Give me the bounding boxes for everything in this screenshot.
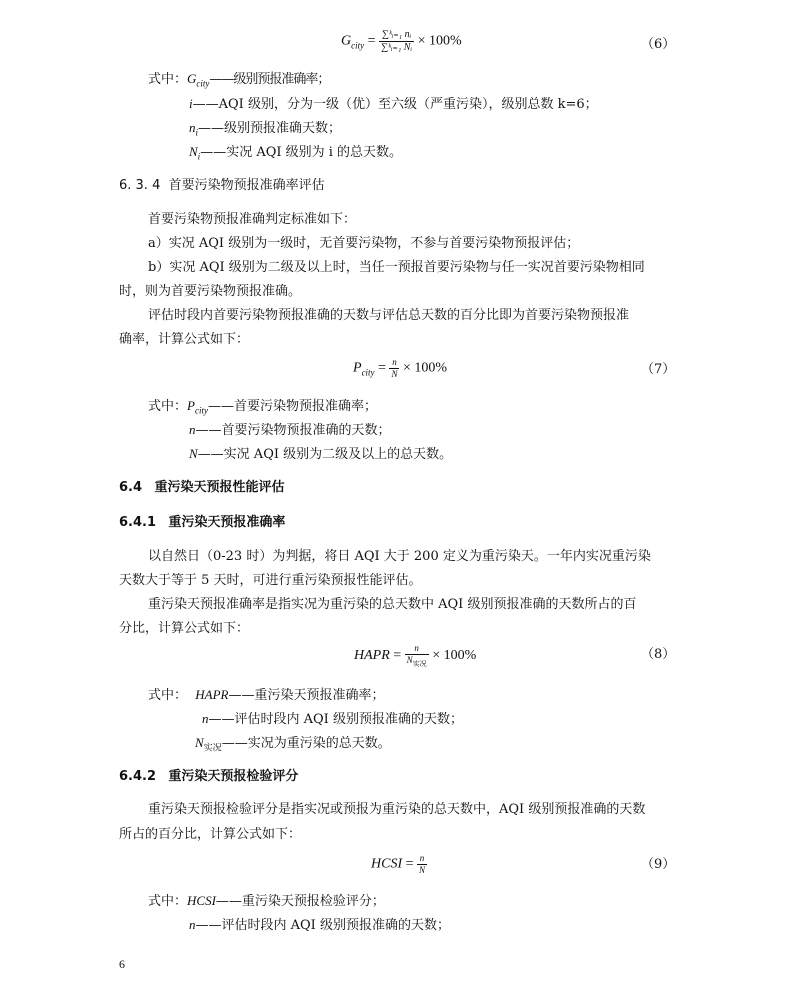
section-number: 6.4 bbox=[119, 480, 143, 495]
eq8-denominator bbox=[405, 655, 429, 668]
section-title: 重污染天预报准确率 bbox=[168, 515, 286, 530]
eq8-fraction bbox=[405, 644, 429, 668]
paragraph-line: 确率，计算公式如下： bbox=[119, 332, 250, 347]
equation-9-number: （9） bbox=[641, 857, 676, 872]
eq6-rhs: × 100% bbox=[417, 33, 462, 49]
def-text: ——重污染天预报准确率； bbox=[228, 688, 385, 703]
def-text: ——评估时段内 AQI 级别预报准确的天数； bbox=[208, 712, 463, 727]
def-text: ——实况 AQI 级别为 i 的总天数。 bbox=[200, 145, 403, 160]
def-symbol: i bbox=[189, 96, 193, 111]
def7-line-1 bbox=[148, 399, 377, 416]
section-title: 首要污染物预报准确率评估 bbox=[168, 178, 325, 193]
paragraph-line: 天数大于等于 5 天时，可进行重污染预报性能评估。 bbox=[119, 573, 422, 588]
def6-line-1 bbox=[148, 72, 329, 89]
def-symbol: P bbox=[187, 398, 195, 413]
eq9-numerator: n bbox=[417, 854, 427, 865]
paragraph-line: 重污染天预报检验评分是指实况或预报为重污染的总天数中，AQI 级别预报准确的天数 bbox=[148, 802, 646, 817]
paragraph-line: 时，则为首要污染物预报准确。 bbox=[119, 284, 302, 299]
eq7-rhs: × 100% bbox=[402, 360, 448, 376]
section-number: 6.4.1 bbox=[119, 515, 157, 530]
section-6-4-2-heading bbox=[119, 770, 298, 783]
def7-line-3 bbox=[189, 447, 452, 461]
eq7-numerator: n bbox=[389, 358, 399, 369]
section-title: 重污染天预报检验评分 bbox=[168, 769, 299, 784]
def8-line-2 bbox=[202, 712, 463, 726]
eq8-lhs: HAPR bbox=[354, 648, 390, 664]
def-symbol: HAPR bbox=[195, 687, 229, 702]
def-text: ——级别预报准确天数； bbox=[198, 121, 342, 136]
def7-line-2 bbox=[189, 423, 391, 437]
eq7-denominator: N bbox=[391, 369, 398, 379]
def-symbol-sub: city bbox=[196, 78, 210, 89]
def-symbol: n bbox=[189, 917, 196, 932]
eq8-den-symbol: N bbox=[406, 655, 413, 665]
def-symbol: N bbox=[189, 144, 198, 159]
eq6-denominator: ∑ᵏᵢ₌₁ Nᵢ bbox=[381, 42, 413, 53]
def-symbol: n bbox=[189, 422, 196, 437]
def-symbol-sub: city bbox=[194, 405, 208, 416]
def-text: ——重污染天预报检验评分； bbox=[215, 894, 385, 909]
paragraph-line: a）实况 AQI 级别为一级时，无首要污染物，不参与首要污染物预报评估； bbox=[148, 236, 580, 251]
eq9-lhs: HCSI bbox=[371, 856, 403, 872]
section-number: 6. 3. 4 bbox=[119, 178, 161, 193]
equation-8-number: （8） bbox=[641, 647, 676, 662]
eq6-lhs-sub: city bbox=[351, 40, 365, 51]
paragraph-line: 所占的百分比，计算公式如下： bbox=[119, 827, 302, 842]
eq6-fraction bbox=[379, 30, 414, 53]
paragraph-line: 以自然日（0-23 时）为判据，将日 AQI 大于 200 定义为重污染天。一年内实况重污染 bbox=[148, 549, 651, 564]
eq7-lhs-sub: city bbox=[361, 367, 375, 378]
eq8-den-sub: 实况 bbox=[412, 659, 427, 668]
paragraph-line: 评估时段内首要污染物预报准确的天数与评估总天数的百分比即为首要污染物预报准 bbox=[148, 308, 630, 323]
def-symbol: HCSI bbox=[187, 893, 216, 908]
def8-line-1 bbox=[148, 688, 385, 702]
def-text: ——实况为重污染的总天数。 bbox=[221, 736, 391, 751]
def-symbol: G bbox=[187, 71, 197, 86]
equation-6-number: （6） bbox=[641, 37, 676, 52]
section-6-3-4-heading bbox=[119, 179, 325, 192]
def-text: ——评估时段内 AQI 级别预报准确的天数； bbox=[195, 918, 450, 933]
page-number: 6 bbox=[119, 957, 125, 971]
section-number: 6.4.2 bbox=[119, 769, 157, 784]
eq6-numerator: ∑ᵏᵢ₌₁ nᵢ bbox=[379, 30, 414, 42]
def-text: ——级别预报准确率； bbox=[209, 72, 330, 87]
def6-line-4 bbox=[189, 145, 402, 162]
eq8-rhs: × 100% bbox=[432, 648, 477, 664]
def-prefix: 式中： bbox=[148, 894, 188, 909]
def9-line-2 bbox=[189, 918, 450, 932]
def-text: ——实况 AQI 级别为二级及以上的总天数。 bbox=[197, 447, 453, 462]
equation-7: $P_{city}$ = $\frac{n}{N}$ × 100% bbox=[353, 357, 448, 379]
def-symbol-sub: i bbox=[195, 127, 199, 138]
section-title: 重污染天预报性能评估 bbox=[154, 480, 285, 495]
paragraph-line: 首要污染物预报准确判定标准如下： bbox=[148, 212, 357, 227]
equation-7-number: （7） bbox=[641, 362, 676, 377]
def9-line-1 bbox=[148, 894, 385, 908]
def8-line-3 bbox=[195, 736, 391, 754]
section-6-4-heading bbox=[119, 481, 284, 494]
equation-6: $G_{city}$ = $\frac{\text{∑ᵏᵢ₌₁ nᵢ}}{\text{∑ᵏᵢ₌₁ Nᵢ}}$ × 100% bbox=[341, 29, 462, 53]
paragraph-line: 重污染天预报准确率是指实况为重污染的总天数中 AQI 级别预报准确的天数所占的百 bbox=[148, 597, 637, 612]
equation-8: HAPR = $\frac{n}{N_{实况}}$ × 100% bbox=[354, 643, 477, 668]
def-text: ——AQI 级别，分为一级（优）至六级（严重污染），级别总数 k=6； bbox=[192, 97, 598, 112]
def-prefix: 式中： bbox=[148, 72, 188, 87]
eq9-denominator: N bbox=[419, 865, 426, 875]
def-symbol-sub: 实况 bbox=[203, 743, 222, 754]
def-symbol: N bbox=[195, 735, 204, 750]
def6-line-2 bbox=[189, 97, 598, 111]
def-text: ——首要污染物预报准确的天数； bbox=[195, 423, 391, 438]
def-symbol: n bbox=[202, 711, 209, 726]
equation-9: HCSI = $\frac{n}{N}$ bbox=[371, 853, 426, 875]
def-symbol: N bbox=[189, 446, 198, 461]
def-prefix: 式中： bbox=[148, 399, 188, 414]
eq9-fraction bbox=[417, 854, 427, 875]
def-prefix: 式中： bbox=[148, 688, 188, 703]
paragraph-line: b）实况 AQI 级别为二级及以上时，当任一预报首要污染物与任一实况首要污染物相同 bbox=[148, 260, 645, 275]
section-6-4-1-heading bbox=[119, 516, 285, 529]
paragraph-line: 分比，计算公式如下： bbox=[119, 621, 250, 636]
def-symbol-sub: i bbox=[197, 151, 201, 162]
eq8-numerator: n bbox=[405, 644, 429, 655]
def-symbol: n bbox=[189, 120, 196, 135]
def6-line-3 bbox=[189, 121, 341, 138]
eq6-lhs: G bbox=[341, 33, 352, 49]
eq7-lhs: P bbox=[353, 360, 362, 376]
eq7-fraction bbox=[389, 358, 399, 379]
def-text: ——首要污染物预报准确率； bbox=[207, 399, 377, 414]
